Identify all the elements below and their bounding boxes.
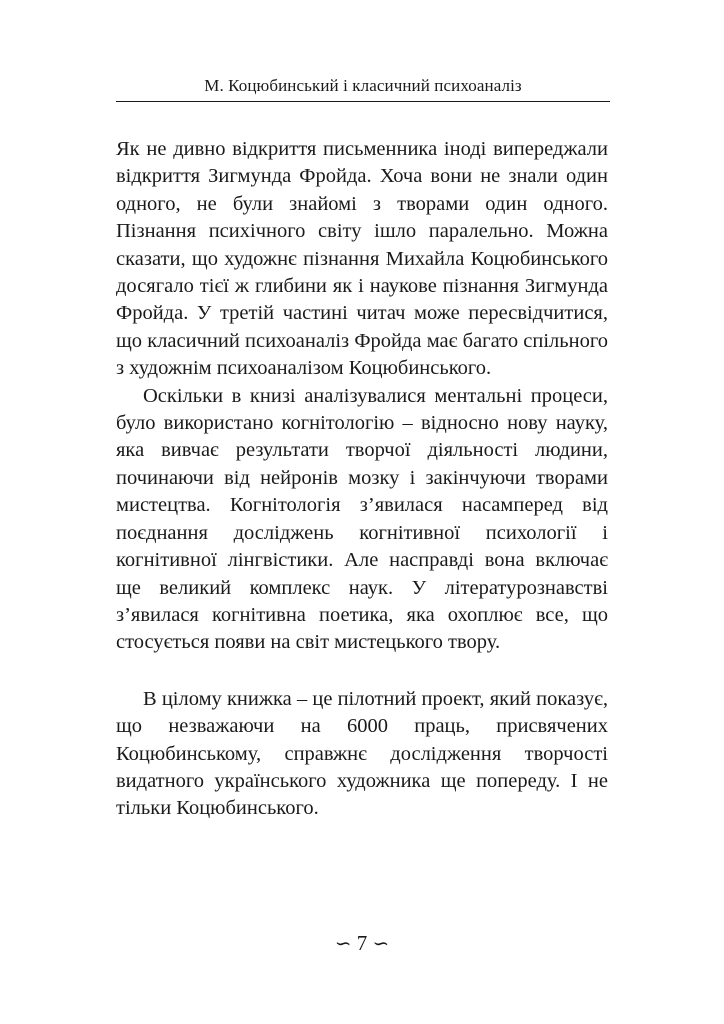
paragraph-2: Оскільки в книзі аналізувалися ментальні процеси, було використано когнітологію – відносно нову науку, яка вивчає результати творчої діяльності людини, починаючи від нейронів мозку і закінчуючи творами мистецтва. Когнітологія з’явилася насамперед від поєднання досліджень когнітивної психології і когнітивної лінгвістики. Але насправді вона включає ще великий комплекс наук. У літературознавстві з’явилася когнітивна поетика, яка охоплює все, що стосується появи на світ мистецького твору. <box>116 384 608 654</box>
running-header: М. Коцюбинський і класичний психоаналіз <box>204 76 522 95</box>
body-text <box>116 136 608 823</box>
page-number-footer <box>0 930 724 957</box>
header-divider <box>116 101 610 102</box>
paragraph-3: В цілому книжка – це пілотний проект, який показує, що незважаючи на 6000 праць, присвячених Коцюбинському, справжнє дослідження творчості видатного українського художника ще попереду. І не тільки Коцюбинського. <box>116 687 608 820</box>
paragraph-1: Як не дивно відкриття письменника іноді випереджали відкриття Зигмунда Фройда. Хоча вони не знали один одного, не були знайомі з творами один одного. Пізнання психічного світу ішло паралельно. Можна сказати, що художнє пізнання Михайла Коцюбинського досягало тієї ж глибини як і наукове пізнання Зигмунда Фройда. У третій частині читач може пересвідчитися, що класичний психоаналіз Фройда має багато спільного з художнім психоаналізом Коцюбинського. <box>116 138 608 380</box>
tilde-ornament-icon: ∽ <box>372 933 390 955</box>
tilde-ornament-icon: ∽ <box>334 933 352 955</box>
page-number: 7 <box>356 931 368 955</box>
